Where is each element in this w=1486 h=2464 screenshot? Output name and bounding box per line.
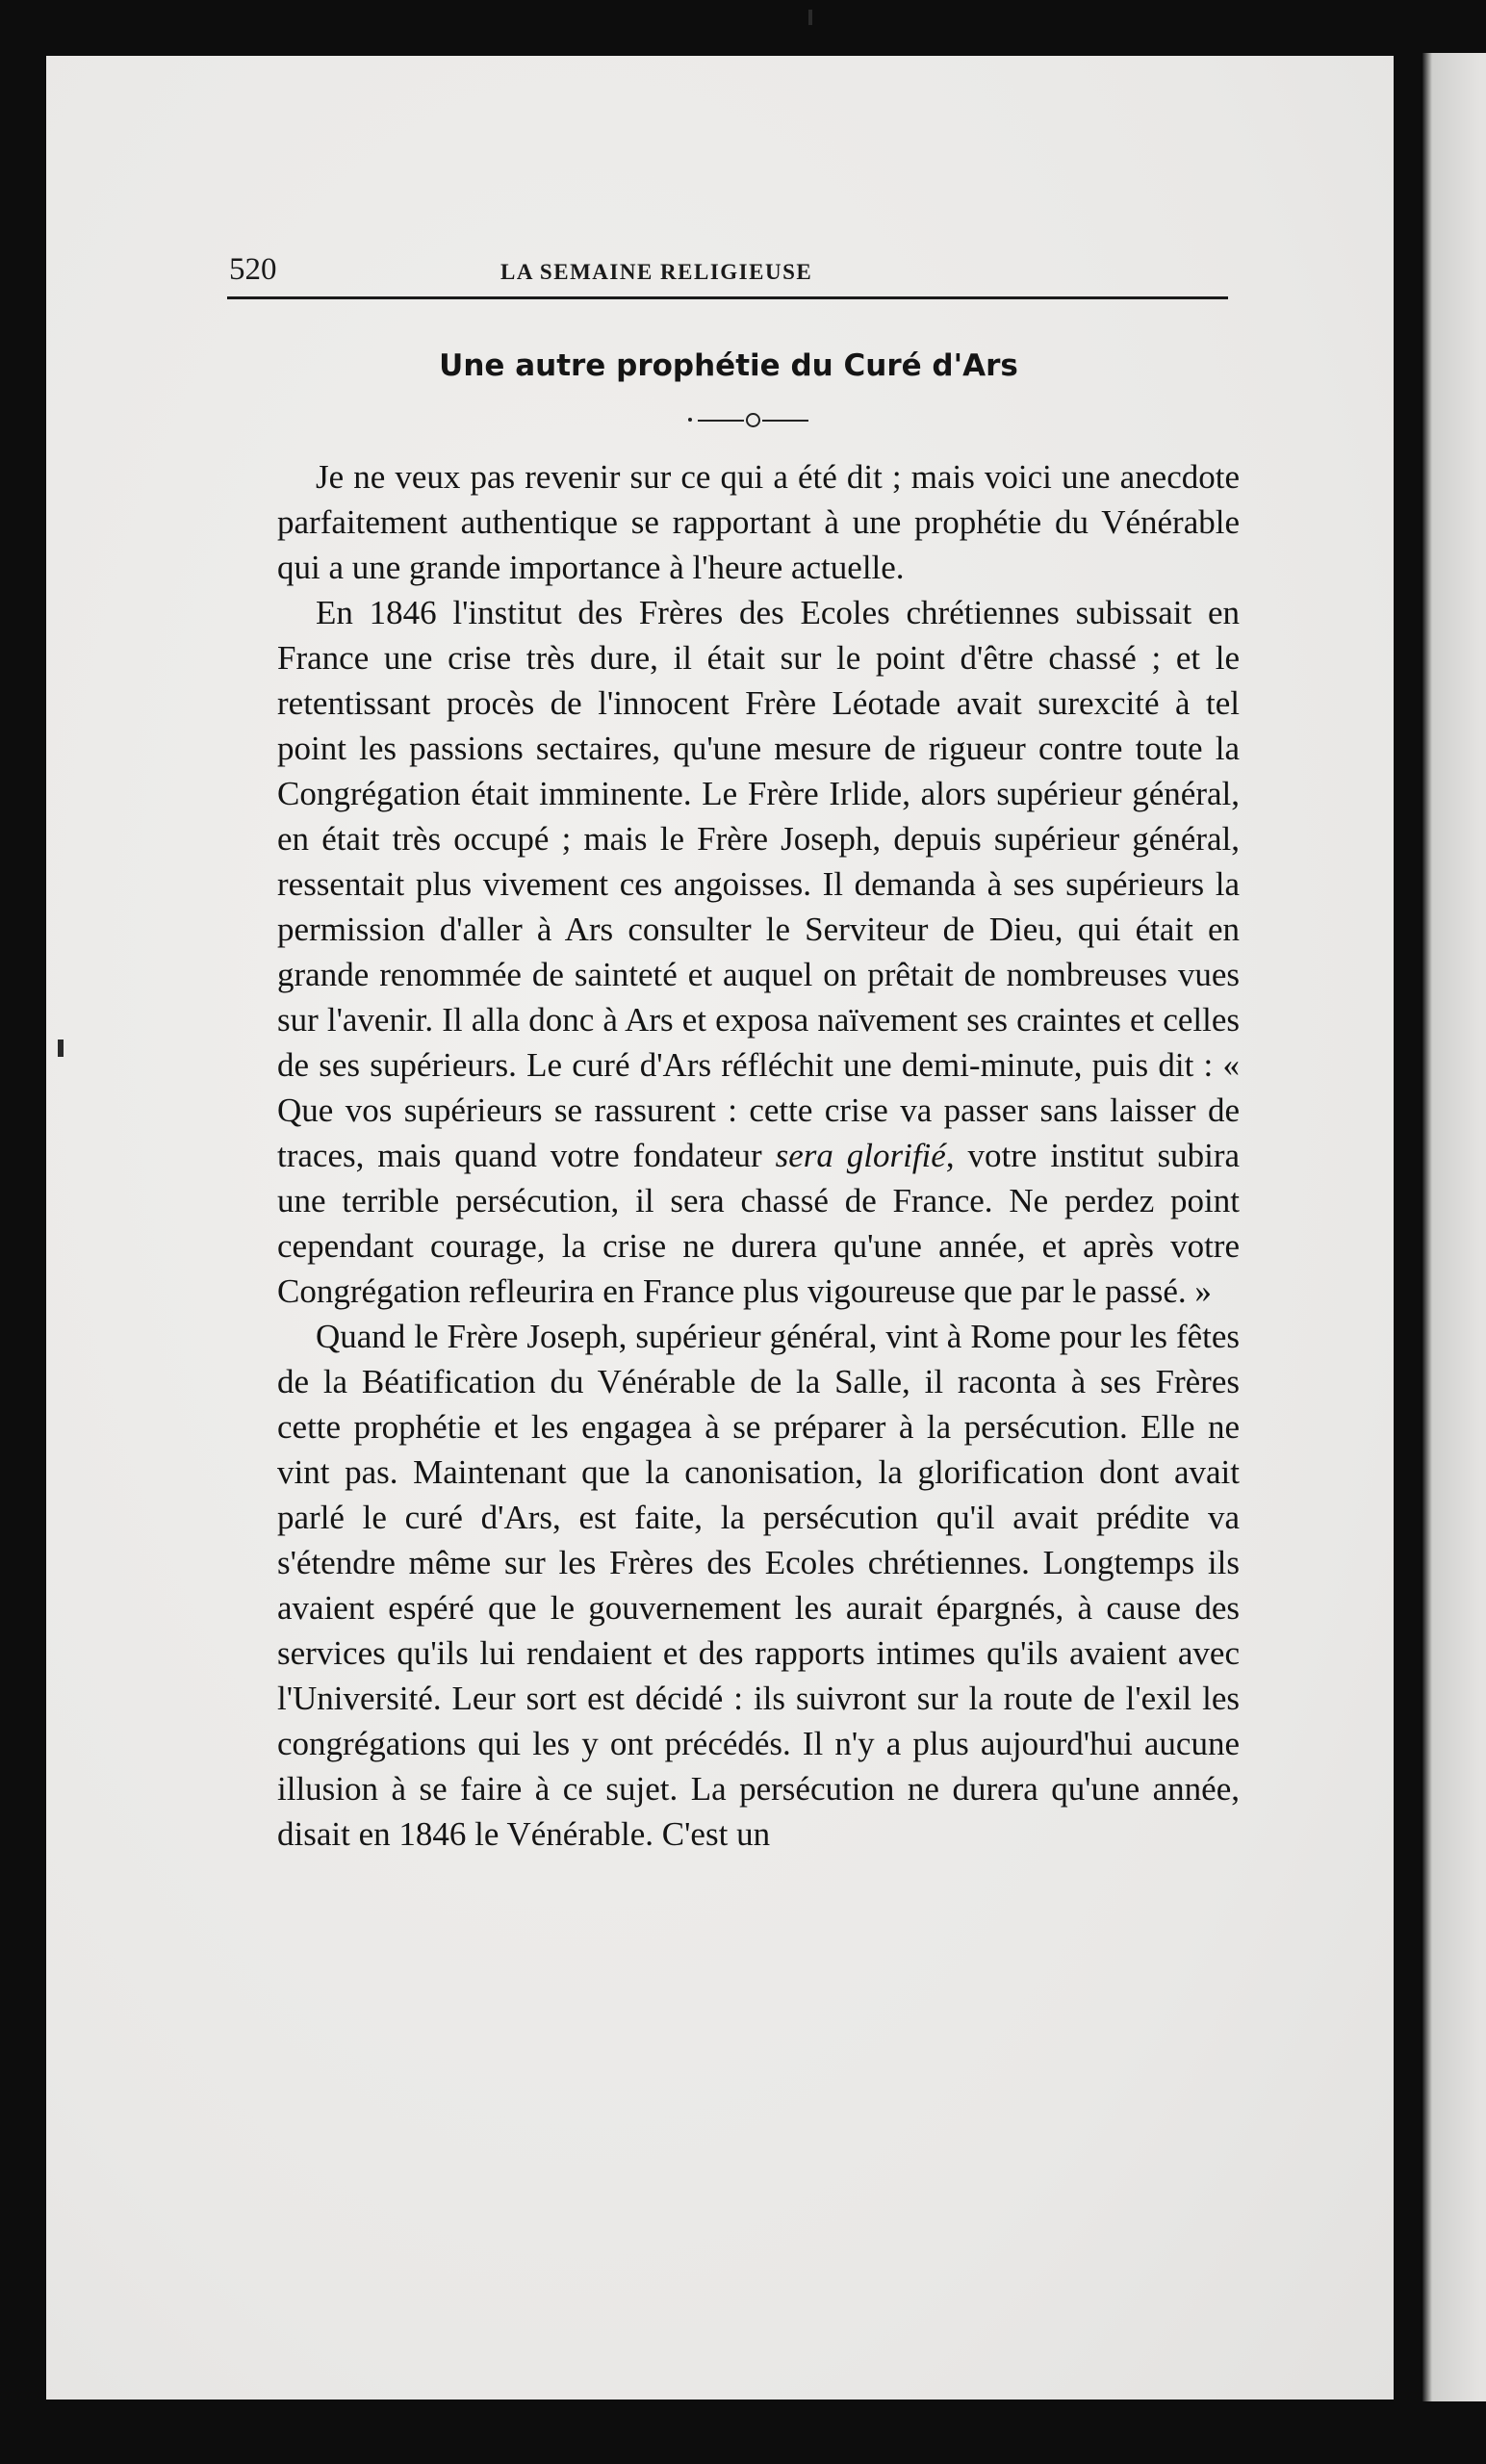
scan-speck (58, 1040, 64, 1057)
running-title: LA SEMAINE RELIGIEUSE (500, 260, 813, 284)
ornament-circle (746, 413, 760, 427)
paragraph-2 (277, 590, 1240, 1314)
title-ornament (688, 410, 813, 429)
page-number: 520 (229, 252, 277, 287)
ornament-line-left (698, 420, 744, 422)
page-header (229, 252, 1232, 300)
paragraph-3: Quand le Frère Joseph, supérieur général, vint à Rome pour les fêtes de la Béatification du Vénérable de la Salle, il raconta à ses Frères cette prophétie et les engagea à se préparer à la persécution. Elle ne vint pas. Maintenant que la canonisation, la glorification dont avait parlé le curé d'Ars, est faite, la persécution qu'il avait prédite va s'étendre même sur les Frères des Ecoles chrétiennes. Longtemps ils avaient espéré que le gouvernement les aurait épargnés, à cause des services qu'ils lui rendaient et des rapports intimes qu'ils avaient avec l'Université. Leur sort est décidé : ils suivront sur la route de l'exil les congrégations qui les y ont précédés. Il n'y a plus aujourd'hui aucune illusion à se faire à ce sujet. La persécution ne durera qu'une année, disait en 1846 le Vénérable. C'est un (277, 1318, 1240, 1853)
adjacent-page-edge (1422, 53, 1486, 2401)
header-rule (227, 296, 1228, 299)
ornament-dot (688, 418, 692, 422)
article-body (277, 454, 1240, 1857)
paragraph-2-text: En 1846 l'institut des Frères des Ecoles chrétiennes subissait en France une crise très dure, il était sur le point d'être chassé ; et le retentissant procès de l'innocent Frère Léotade avait surexcité à tel point les passions sectaires, qu'une mesure de rigueur contre toute la Congrégation était imminente. Le Frère Irlide, alors supérieur général, en était très occupé ; mais le Frère Joseph, depuis supérieur général, ressentait plus vivement ces angoisses. Il demanda à ses supérieurs la permission d'aller à Ars consulter le Serviteur de Dieu, qui était en grande renommée de sainteté et auquel on prêtait de nombreuses vues sur l'avenir. Il alla donc à Ars et exposa naïvement ses craintes et celles de ses supérieurs. Le curé d'Ars réfléchit une demi-minute, puis dit : « Que vos supérieurs se rassurent : cette crise va passer sans laisser de traces, mais quand votre fondateur (277, 594, 1240, 1174)
paragraph-2-text-after: , votre institut subira une terrible persécution, il sera chassé de France. Ne perdez point cependant courage, la crise ne durera qu'une année, et après votre Congrégation refleurira en France plus vigoureuse que par le passé. » (277, 1137, 1241, 1310)
paragraph-1: Je ne veux pas revenir sur ce qui a été dit ; mais voici une anecdote parfaitement authentique se rapportant à une prophétie du Vénérable qui a une grande importance à l'heure actuelle. (277, 458, 1240, 586)
ornament-line-right (762, 420, 808, 422)
scan-speck (808, 10, 812, 25)
paragraph-2-emphasis: sera glorifié (775, 1137, 946, 1174)
article-title: Une autre prophétie du Curé d'Ars (439, 348, 1018, 383)
